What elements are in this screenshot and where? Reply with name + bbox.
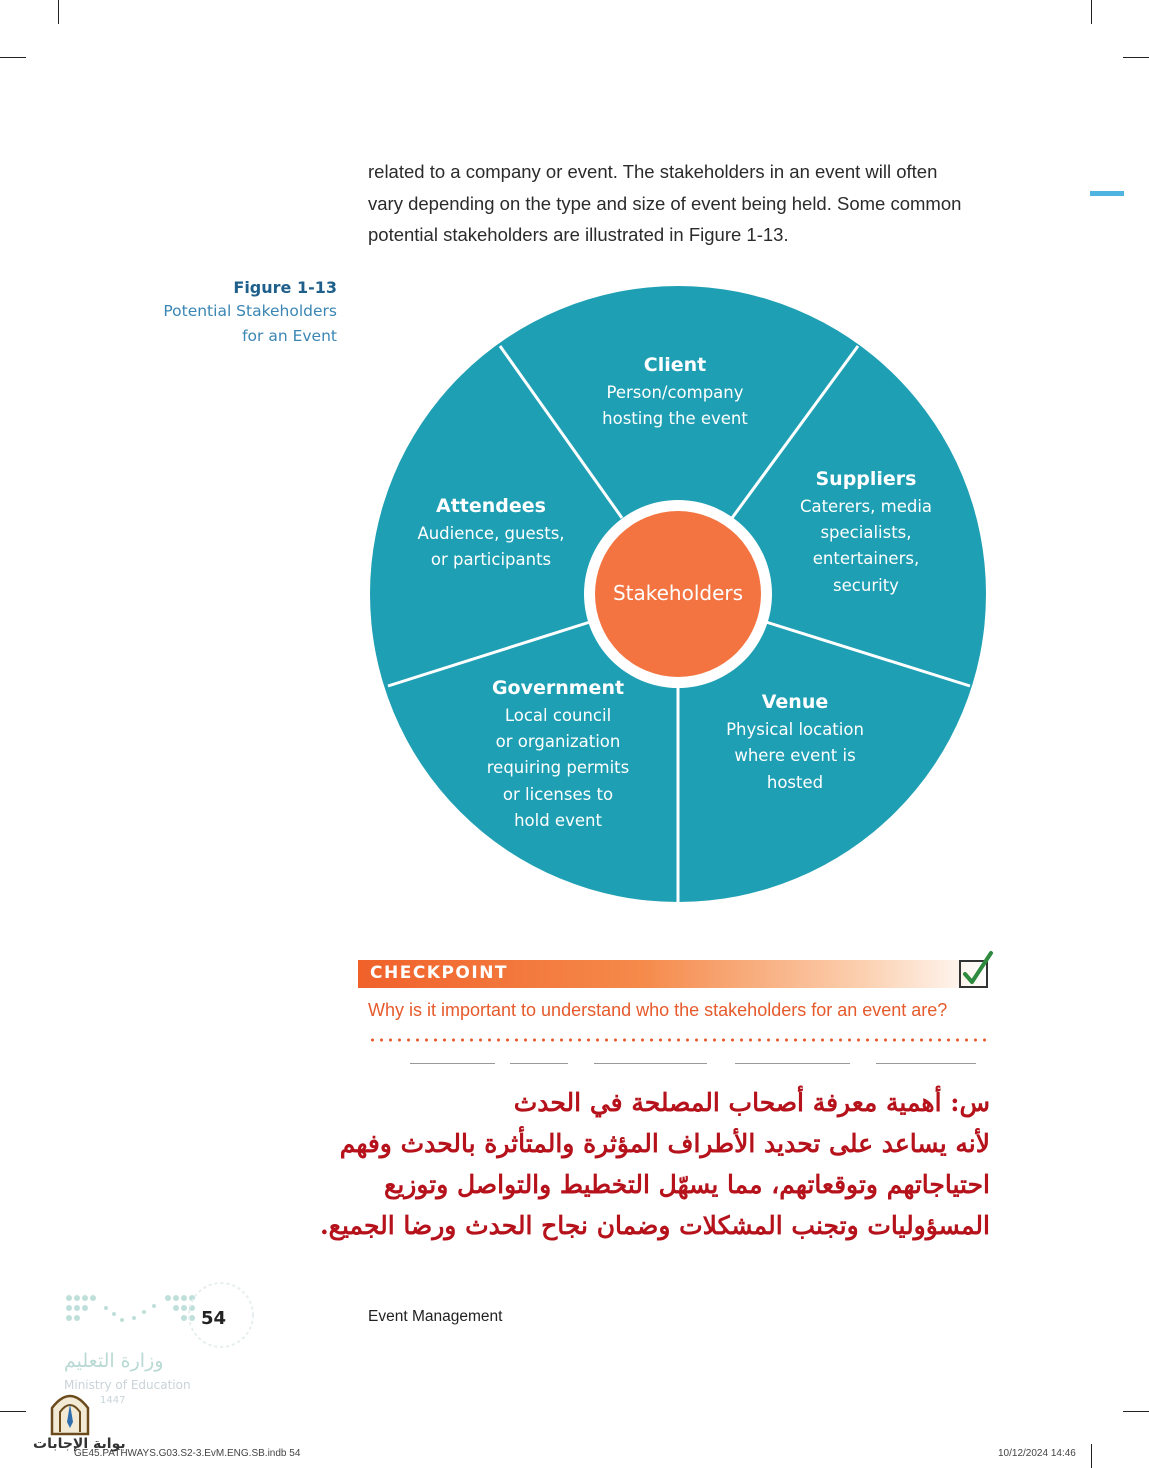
crop-mark [0,57,26,58]
segment-title: Suppliers [815,468,917,490]
answer-line-text: احتياجاتهم وتوقعاتهم، مما يسهّل التخطيط والتواصل وتوزيع [384,1170,990,1199]
segment-text: hold event [514,811,602,830]
figure-title-line: for an Event [242,327,337,345]
segment-text: entertainers, [812,549,920,568]
answer-line-text: س: أهمية معرفة أصحاب المصلحة في الحدث [513,1088,990,1117]
segment-title: Client [643,354,707,376]
answer-line [735,1063,850,1064]
segment-text: Audience, guests, [417,524,565,543]
segment-text: or licenses to [502,785,614,804]
segment-title: Government [491,677,625,699]
segment-text: hosted [766,773,824,792]
body-line: vary depending on the type and size of event being held. Some common [368,192,962,214]
handwritten-answer [319,1082,990,1246]
figure-title-line: Potential Stakeholders [163,302,337,320]
segment-text: or organization [495,732,621,751]
crop-mark [1091,0,1092,24]
answers-portal-logo-icon [48,1388,92,1436]
answer-line [594,1063,707,1064]
segment-text: Local council [504,706,612,725]
stakeholder-wheel [368,284,988,904]
checkmark-icon [958,950,994,990]
checkpoint-label: CHECKPOINT [370,963,509,983]
segment-text: hosting the event [602,409,748,428]
answer-line-text: المسؤوليات وتجنب المشكلات وضمان نجاح الحدث ورضا الجميع. [319,1211,990,1240]
ministry-name-ar: وزارة التعليم [64,1350,164,1372]
answers-portal-text: بوابة الإجابات [33,1436,126,1452]
answer-line-text: لأنه يساعد على تحديد الأطراف المؤثرة والمتأثرة بالحدث وفهم [339,1129,990,1158]
segment-text: specialists, [820,523,912,542]
body-line: related to a company or event. The stakeholders in an event will often [368,161,938,182]
segment-text: where event is [734,746,856,765]
crop-mark [0,1411,26,1412]
segment-text: requiring permits [486,758,630,777]
segment-attendees [417,495,564,569]
crop-mark [1123,1411,1149,1412]
ministry-year: 1447 [100,1395,126,1406]
ministry-logo-dots [64,1292,200,1332]
crop-mark [58,0,59,24]
answer-line [876,1063,976,1064]
segment-text: Caterers, media [799,497,933,516]
body-line: potential stakeholders are illustrated in Figure 1-13. [368,224,789,245]
answer-dotted-line [368,1038,990,1042]
answer-line [510,1063,568,1064]
print-slug-file: GE45.PATHWAYS.G03.S2-3.EvM.ENG.SB.indb 54 [74,1448,301,1459]
checkpoint-question: Why is it important to understand who the stakeholders for an event are? [368,1000,948,1020]
segment-text: Person/company [606,383,744,402]
segment-text: security [833,576,899,595]
answer-line [410,1063,495,1064]
segment-title: Attendees [436,495,546,517]
print-slug-date: 10/12/2024 14:46 [998,1448,1076,1459]
figure-caption [163,278,337,347]
page-number: 54 [201,1308,227,1329]
crop-mark [1123,57,1149,58]
book-title: Event Management [368,1308,503,1325]
crop-mark [1091,1444,1092,1468]
ministry-name-en: Ministry of Education [64,1378,191,1392]
center-label: Stakeholders [612,581,744,605]
segment-text: Physical location [726,720,864,739]
body-paragraph [368,156,990,251]
segment-text: or participants [430,550,552,569]
side-tab-marker [1090,191,1124,196]
segment-title: Venue [761,691,829,713]
figure-number: Figure 1-13 [233,278,337,297]
checkpoint-bar [358,960,990,988]
